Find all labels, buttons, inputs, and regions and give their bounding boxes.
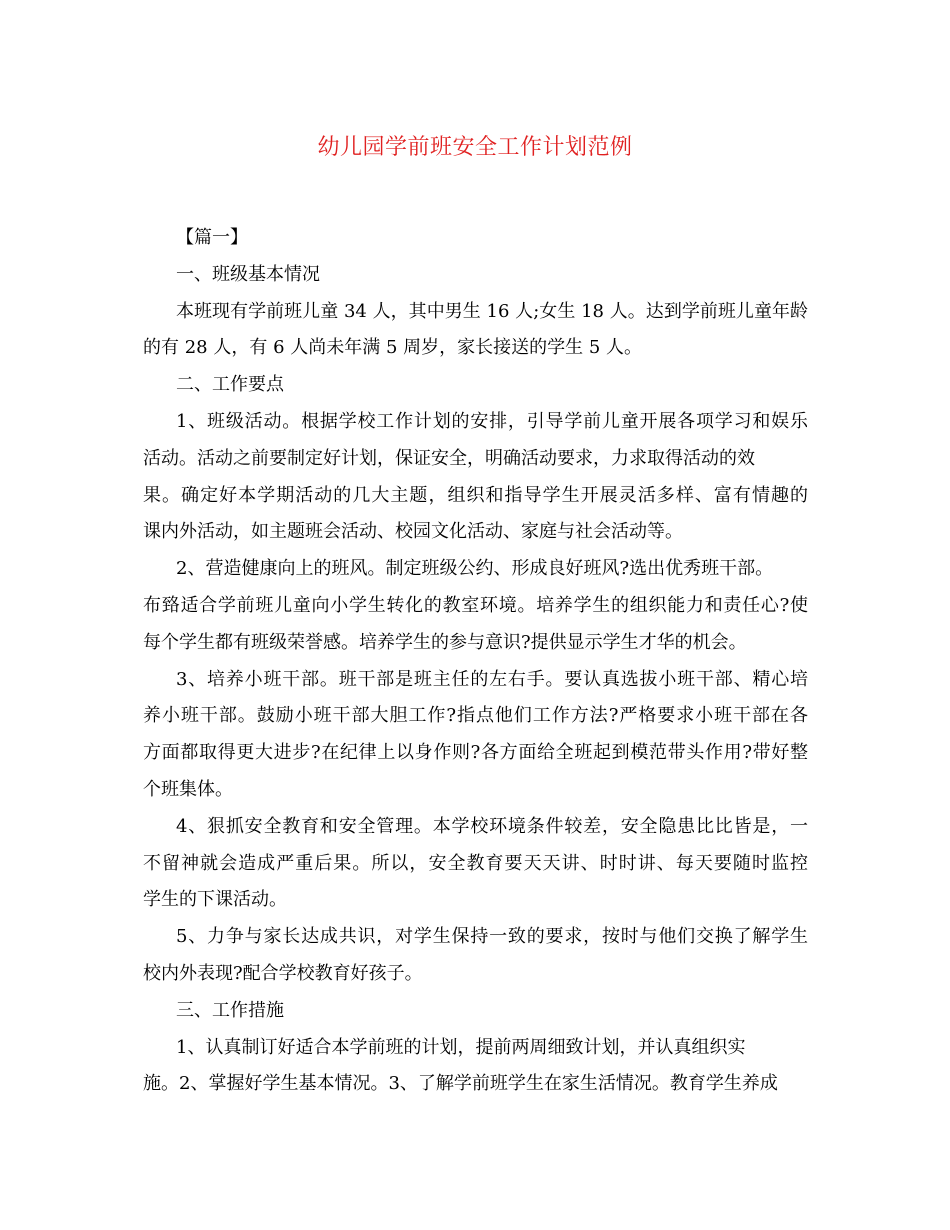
paragraph-line: 布臵适合学前班儿童向小学生转化的教室环境。培养学生的组织能力和责任心?使 xyxy=(143,594,808,616)
paragraph-line: 每个学生都有班级荣誉感。培养学生的参与意识?提供显示学生才华的机会。 xyxy=(143,631,747,653)
paragraph-line: 个班集体。 xyxy=(143,778,233,800)
paragraph-line: 养小班干部。鼓励小班干部大胆工作?指点他们工作方法?严格要求小班干部在各 xyxy=(143,705,808,727)
paragraph-line: 本班现有学前班儿童 34 人，其中男生 16 人;女生 18 人。达到学前班儿童年龄 xyxy=(176,300,808,322)
paragraph-line: 不留神就会造成严重后果。所以，安全教育要天天讲、时时讲、每天要随时监控 xyxy=(143,852,808,874)
document-title: 幼儿园学前班安全工作计划范例 xyxy=(317,135,633,160)
paragraph-line: 1、班级活动。根据学校工作计划的安排，引导学前儿童开展各项学习和娱乐 xyxy=(176,410,808,432)
paragraph-line: 3、培养小班干部。班干部是班主任的左右手。要认真选拔小班干部、精心培 xyxy=(176,668,808,690)
section-marker: 【篇一】 xyxy=(176,227,248,248)
paragraph-line: 方面都取得更大进步?在纪律上以身作则?各方面给全班起到模范带头作用?带好整 xyxy=(143,742,808,764)
paragraph-line: 果。确定好本学期活动的几大主题，组织和指导学生开展灵活多样、富有情趣的 xyxy=(143,484,808,506)
paragraph-line: 施。2、掌握好学生基本情况。3、了解学前班学生在家生活情况。教育学生养成 xyxy=(143,1073,778,1095)
document-body xyxy=(143,220,808,1103)
section-heading: 二、工作要点 xyxy=(176,374,284,396)
paragraph-line: 4、狠抓安全教育和安全管理。本学校环境条件较差，安全隐患比比皆是，一 xyxy=(176,815,808,837)
section-heading: 三、工作措施 xyxy=(176,999,284,1021)
section-heading: 一、班级基本情况 xyxy=(176,263,320,285)
paragraph-line: 活动。活动之前要制定好计划，保证安全，明确活动要求，力求取得活动的效 xyxy=(143,447,755,469)
paragraph-line: 1、认真制订好适合本学前班的计划，提前两周细致计划，并认真组织实 xyxy=(176,1036,746,1058)
paragraph-line: 5、力争与家长达成共识，对学生保持一致的要求，按时与他们交换了解学生 xyxy=(176,926,808,948)
paragraph-line: 学生的下课活动。 xyxy=(143,889,287,911)
paragraph-line: 校内外表现?配合学校教育好孩子。 xyxy=(143,962,423,984)
paragraph-line: 2、营造健康向上的班风。制定班级公约、形成良好班风?选出优秀班干部。 xyxy=(176,558,774,580)
paragraph-line: 的有 28 人，有 6 人尚未年满 5 周岁，家长接送的学生 5 人。 xyxy=(143,337,643,359)
paragraph-line: 课内外活动，如主题班会活动、校园文化活动、家庭与社会活动等。 xyxy=(143,521,683,543)
